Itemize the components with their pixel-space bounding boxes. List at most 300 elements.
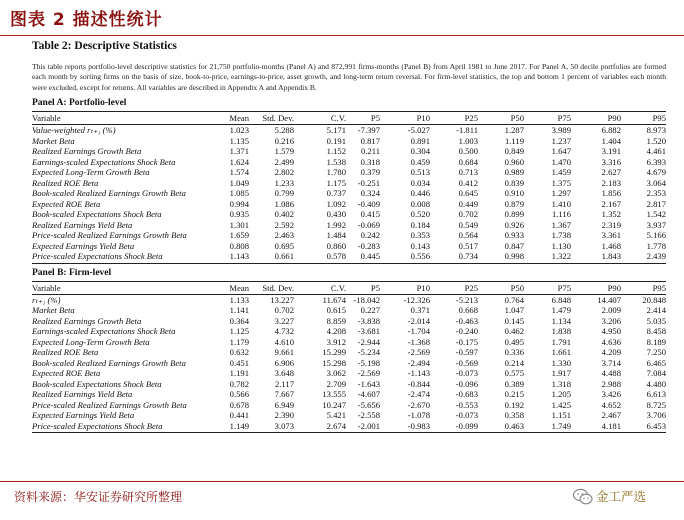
cell-p75: 1.917 xyxy=(551,368,571,378)
cell-std-dev: 4.732 xyxy=(274,326,294,336)
cell-p95: 3.706 xyxy=(646,410,666,420)
table-row xyxy=(32,295,666,306)
cell-p95: 8.973 xyxy=(646,125,666,135)
cell-p75: 1.661 xyxy=(551,347,571,357)
header-p75: P75 xyxy=(557,282,571,293)
cell-std-dev: 4.610 xyxy=(274,336,294,347)
cell-cv: 1.152 xyxy=(326,146,346,156)
cell-p50: 0.910 xyxy=(504,188,524,198)
cell-p25: -1.811 xyxy=(456,125,478,135)
cell-p25: 1.003 xyxy=(458,135,478,146)
cell-p10: -2.474 xyxy=(407,389,430,399)
header-p25: P25 xyxy=(464,282,478,293)
header-p50: P50 xyxy=(510,113,524,123)
cell-mean: 1.371 xyxy=(229,146,249,156)
cell-cv: 0.578 xyxy=(326,251,346,261)
cell-mean: 0.782 xyxy=(229,378,249,389)
cell-p90: 4.488 xyxy=(601,368,621,378)
cell-p5: -4.607 xyxy=(357,389,380,399)
cell-variable: rₜ₊₁ (%) xyxy=(32,294,61,305)
cell-p10: 0.520 xyxy=(410,209,430,219)
cell-mean: 1.133 xyxy=(229,294,249,305)
cell-p10: 0.556 xyxy=(410,251,430,261)
cell-variable: Price-scaled Realized Earnings Growth Beta xyxy=(32,399,187,410)
table-row xyxy=(32,251,666,262)
cell-p50: 0.764 xyxy=(504,294,524,305)
cell-mean: 1.659 xyxy=(229,230,249,240)
cell-p90: 4.636 xyxy=(601,336,621,347)
cell-cv: 11.674 xyxy=(322,294,346,305)
cell-p75: 6.848 xyxy=(551,294,571,305)
table-row xyxy=(32,305,666,316)
cell-p95: 8.458 xyxy=(646,326,666,336)
cell-variable: Realized Earnings Growth Beta xyxy=(32,315,142,326)
cell-mean: 1.141 xyxy=(229,305,249,315)
cell-p95: 6.613 xyxy=(646,389,666,399)
cell-p5: -2.001 xyxy=(357,420,380,431)
cell-mean: 1.574 xyxy=(229,167,249,177)
cell-p75: 1.130 xyxy=(551,240,571,251)
header-variable: Variable xyxy=(32,113,61,123)
footer-divider xyxy=(0,481,684,482)
cell-variable: Expected ROE Beta xyxy=(32,198,101,209)
cell-variable: Expected Long-Term Growth Beta xyxy=(32,336,150,347)
cell-p75: 1.838 xyxy=(551,326,571,336)
cell-p75: 3.989 xyxy=(551,125,571,135)
cell-p5: -18.042 xyxy=(353,294,380,305)
cell-cv: 3.912 xyxy=(326,336,346,347)
cell-p75: 1.318 xyxy=(551,378,571,389)
cell-p25: -0.553 xyxy=(455,399,478,410)
cell-p50: 0.849 xyxy=(504,146,524,156)
cell-p95: 7.250 xyxy=(646,347,666,357)
cell-cv: 1.780 xyxy=(326,167,346,177)
table-row xyxy=(32,337,666,348)
cell-p25: -0.096 xyxy=(455,378,478,389)
header-mean: Mean xyxy=(229,113,249,123)
cell-p25: 0.684 xyxy=(458,156,478,167)
cell-p95: 5.035 xyxy=(646,315,666,326)
cell-mean: 1.179 xyxy=(229,336,249,347)
cell-p10: 0.184 xyxy=(410,219,430,230)
cell-p25: -0.073 xyxy=(455,368,478,378)
watermark-text: 金工严选 xyxy=(596,489,647,504)
cell-p75: 1.151 xyxy=(551,410,571,420)
cell-std-dev: 1.233 xyxy=(274,177,294,188)
cell-mean: 1.023 xyxy=(229,125,249,135)
cell-p90: 2.988 xyxy=(601,378,621,389)
cell-p90: 3.714 xyxy=(601,357,621,368)
cell-p10: 0.459 xyxy=(410,156,430,167)
cell-p50: 1.287 xyxy=(504,125,524,135)
cell-mean: 0.994 xyxy=(229,198,249,209)
table-row xyxy=(32,389,666,400)
cell-p90: 4.950 xyxy=(601,326,621,336)
table-row xyxy=(32,347,666,358)
cell-p75: 1.791 xyxy=(551,336,571,347)
cell-cv: 0.737 xyxy=(326,188,346,198)
cell-std-dev: 2.117 xyxy=(274,378,294,389)
cell-p25: 0.645 xyxy=(458,188,478,198)
cell-variable: Market Beta xyxy=(32,305,75,315)
cell-p5: 0.415 xyxy=(360,209,380,219)
table-row xyxy=(32,241,666,252)
cell-p50: 0.145 xyxy=(504,315,524,326)
cell-p10: -5.027 xyxy=(407,125,430,135)
cell-p10: 0.034 xyxy=(410,177,430,188)
cell-p5: -0.069 xyxy=(357,219,380,230)
panel-top-rule xyxy=(32,111,666,112)
cell-cv: 1.992 xyxy=(326,219,346,230)
header-p25: P25 xyxy=(464,113,478,123)
cell-p75: 1.647 xyxy=(551,146,571,156)
cell-p75: 1.749 xyxy=(551,420,571,431)
table-row xyxy=(32,125,666,136)
panel-bottom-rule xyxy=(32,432,666,433)
cell-p25: 0.734 xyxy=(458,251,478,261)
cell-p90: 2.319 xyxy=(601,219,621,230)
cell-variable: Realized Earnings Yield Beta xyxy=(32,389,133,399)
cell-p90: 1.352 xyxy=(601,209,621,219)
cell-p25: -0.683 xyxy=(455,389,478,399)
cell-cv: 0.860 xyxy=(326,240,346,251)
cell-p5: -5.234 xyxy=(357,347,380,357)
cell-p10: -2.569 xyxy=(407,347,430,357)
cell-p90: 2.183 xyxy=(601,177,621,188)
table-row xyxy=(32,421,666,432)
cell-p10: -1.078 xyxy=(407,410,430,420)
header-p50: P50 xyxy=(510,282,524,293)
cell-std-dev: 13.227 xyxy=(270,294,294,305)
header-mean: Mean xyxy=(229,282,249,293)
cell-cv: 5.421 xyxy=(326,410,346,420)
cell-p95: 8.725 xyxy=(646,399,666,410)
cell-p75: 1.322 xyxy=(551,251,571,261)
cell-p25: 0.500 xyxy=(458,146,478,156)
table-row xyxy=(32,220,666,231)
cell-p5: -3.681 xyxy=(357,326,380,336)
cell-p10: -0.844 xyxy=(407,378,430,389)
cell-p10: 0.891 xyxy=(410,135,430,146)
cell-p90: 1.404 xyxy=(601,135,621,146)
cell-mean: 0.632 xyxy=(229,347,249,357)
cell-p50: 0.839 xyxy=(504,177,524,188)
cell-mean: 1.149 xyxy=(229,420,249,431)
cell-mean: 1.191 xyxy=(229,368,249,378)
cell-p95: 1.520 xyxy=(646,135,666,146)
cell-p10: 0.008 xyxy=(410,198,430,209)
cell-p25: 0.517 xyxy=(458,240,478,251)
cell-cv: 0.615 xyxy=(326,305,346,315)
cell-p50: 1.119 xyxy=(504,135,524,146)
cell-cv: 10.247 xyxy=(322,399,346,410)
cell-p90: 3.191 xyxy=(601,146,621,156)
cell-variable: Realized Earnings Growth Beta xyxy=(32,146,142,156)
cell-p50: 0.989 xyxy=(504,167,524,177)
cell-p50: 1.047 xyxy=(504,305,524,315)
cell-std-dev: 0.695 xyxy=(274,240,294,251)
cell-p5: 0.242 xyxy=(360,230,380,240)
header-std-dev: Std. Dev. xyxy=(262,113,294,123)
cell-std-dev: 2.592 xyxy=(274,219,294,230)
cell-p95: 2.414 xyxy=(646,305,666,315)
cell-p25: -0.463 xyxy=(455,315,478,326)
cell-mean: 1.624 xyxy=(229,156,249,167)
cell-p50: 0.899 xyxy=(504,209,524,219)
cell-variable: Price-scaled Realized Earnings Growth Beta xyxy=(32,230,187,240)
cell-p50: 0.336 xyxy=(504,347,524,357)
cell-std-dev: 3.227 xyxy=(274,315,294,326)
cell-std-dev: 0.216 xyxy=(274,135,294,146)
table-row xyxy=(32,379,666,390)
cell-std-dev: 1.579 xyxy=(274,146,294,156)
cell-cv: 3.062 xyxy=(326,368,346,378)
cell-p90: 14.407 xyxy=(597,294,621,305)
panel-label: Panel A: Portfolio-level xyxy=(32,98,127,108)
cell-p95: 3.064 xyxy=(646,177,666,188)
cell-p5: 0.324 xyxy=(360,188,380,198)
cell-p95: 4.679 xyxy=(646,167,666,177)
table-row xyxy=(32,400,666,411)
cell-mean: 1.301 xyxy=(229,219,249,230)
cell-p90: 2.627 xyxy=(601,167,621,177)
cell-p10: 0.371 xyxy=(410,305,430,315)
panel-top-rule xyxy=(32,281,666,282)
header-cv: C.V. xyxy=(330,282,346,293)
cell-p75: 1.459 xyxy=(551,167,571,177)
cell-p10: 0.304 xyxy=(410,146,430,156)
header-p5: P5 xyxy=(370,282,380,293)
cell-p75: 1.738 xyxy=(551,230,571,240)
cell-std-dev: 2.390 xyxy=(274,410,294,420)
cell-p95: 1.778 xyxy=(646,240,666,251)
cell-p10: 0.143 xyxy=(410,240,430,251)
cell-p25: -0.240 xyxy=(455,326,478,336)
cell-std-dev: 0.799 xyxy=(274,188,294,198)
cell-p5: -0.251 xyxy=(357,177,380,188)
cell-p25: 0.702 xyxy=(458,209,478,219)
cell-p90: 2.009 xyxy=(601,305,621,315)
table-row xyxy=(32,157,666,168)
cell-p10: -0.983 xyxy=(407,420,430,431)
cell-mean: 1.135 xyxy=(229,135,249,146)
cell-p90: 6.882 xyxy=(601,125,621,135)
cell-variable: Book-scaled Expectations Shock Beta xyxy=(32,378,162,389)
cell-p50: 0.463 xyxy=(504,420,524,431)
cell-cv: 1.175 xyxy=(326,177,346,188)
cell-p50: 0.214 xyxy=(504,357,524,368)
table-row xyxy=(32,178,666,189)
cell-p10: -1.704 xyxy=(407,326,430,336)
table-description: This table reports portfolio-level descriptive statistics for 21,750 portfolio-months (Panel A) and 872,991 firms-months (Panel B) from April 1981 to June 2017. For Panel A, 50 decile portfolios are formed each month by sorting firms on the basis of size, book-to-price, earnings-to-price, asset growth, and long-term return reversal. For firm-level statistics, the top and bottom 1 percent of variables each month were excluded, except for returns. All variables are described in Appendix A and Appendix B. xyxy=(32,62,666,92)
cell-variable: Book-scaled Expectations Shock Beta xyxy=(32,209,162,219)
cell-p50: 0.998 xyxy=(504,251,524,261)
cell-variable: Book-scaled Realized Earnings Growth Beta xyxy=(32,188,186,198)
header-p90: P90 xyxy=(607,282,621,293)
cell-p50: 0.192 xyxy=(504,399,524,410)
cell-cv: 0.430 xyxy=(326,209,346,219)
cell-p50: 0.847 xyxy=(504,240,524,251)
cell-p90: 4.652 xyxy=(601,399,621,410)
table-row xyxy=(32,368,666,379)
cell-mean: 0.566 xyxy=(229,389,249,399)
cell-std-dev: 3.073 xyxy=(274,420,294,431)
cell-mean: 0.678 xyxy=(229,399,249,410)
header-p5: P5 xyxy=(370,113,380,123)
cell-p75: 1.375 xyxy=(551,177,571,188)
header-p90: P90 xyxy=(607,113,621,123)
cell-p5: -5.656 xyxy=(357,399,380,410)
table-row xyxy=(32,167,666,178)
cell-variable: Price-scaled Expectations Shock Beta xyxy=(32,420,163,431)
cell-p25: -0.175 xyxy=(455,336,478,347)
header-row xyxy=(32,113,666,124)
cell-std-dev: 6.906 xyxy=(274,357,294,368)
cell-std-dev: 3.648 xyxy=(274,368,294,378)
cell-variable: Value-weighted rₜ₊₁ (%) xyxy=(32,125,116,135)
cell-p10: -2.014 xyxy=(407,315,430,326)
cell-variable: Price-scaled Expectations Shock Beta xyxy=(32,251,163,261)
cell-variable: Realized ROE Beta xyxy=(32,177,99,188)
panel-bottom-rule xyxy=(32,263,666,264)
cell-p5: 0.227 xyxy=(360,305,380,315)
cell-p10: -12.326 xyxy=(403,294,430,305)
cell-p75: 1.297 xyxy=(551,188,571,198)
cell-p90: 2.467 xyxy=(601,410,621,420)
cell-p95: 6.453 xyxy=(646,420,666,431)
cell-p95: 2.353 xyxy=(646,188,666,198)
cell-p50: 0.215 xyxy=(504,389,524,399)
cell-p95: 4.461 xyxy=(646,146,666,156)
cell-mean: 0.364 xyxy=(229,315,249,326)
cell-p5: -2.944 xyxy=(357,336,380,347)
cell-p75: 1.479 xyxy=(551,305,571,315)
cell-p90: 2.167 xyxy=(601,198,621,209)
cell-p50: 0.926 xyxy=(504,219,524,230)
wechat-icon xyxy=(572,487,594,507)
cell-p5: 0.211 xyxy=(360,146,380,156)
cell-cv: 1.092 xyxy=(326,198,346,209)
cell-p75: 1.205 xyxy=(551,389,571,399)
header-row xyxy=(32,283,666,294)
header-cv: C.V. xyxy=(330,113,346,123)
cell-p50: 0.575 xyxy=(504,368,524,378)
cell-p75: 1.425 xyxy=(551,399,571,410)
cell-mean: 1.143 xyxy=(229,251,249,261)
cell-p95: 6.393 xyxy=(646,156,666,167)
cell-p90: 3.426 xyxy=(601,389,621,399)
cell-p5: -2.569 xyxy=(357,368,380,378)
cell-std-dev: 0.402 xyxy=(274,209,294,219)
cell-p25: 0.549 xyxy=(458,219,478,230)
cell-p90: 3.316 xyxy=(601,156,621,167)
cell-p95: 2.439 xyxy=(646,251,666,261)
cell-variable: Realized Earnings Yield Beta xyxy=(32,219,133,230)
cell-p25: 0.449 xyxy=(458,198,478,209)
cell-cv: 1.484 xyxy=(326,230,346,240)
cell-cv: 1.538 xyxy=(326,156,346,167)
cell-cv: 15.299 xyxy=(322,347,346,357)
table-row xyxy=(32,326,666,337)
cell-variable: Book-scaled Realized Earnings Growth Beta xyxy=(32,357,186,368)
cell-p75: 1.470 xyxy=(551,156,571,167)
cell-p5: -3.838 xyxy=(357,315,380,326)
cell-cv: 5.171 xyxy=(326,125,346,135)
cell-p50: 0.462 xyxy=(504,326,524,336)
cell-p5: 0.379 xyxy=(360,167,380,177)
cell-p90: 1.468 xyxy=(601,240,621,251)
cell-p75: 1.410 xyxy=(551,198,571,209)
header-p75: P75 xyxy=(557,113,571,123)
table-row xyxy=(32,188,666,199)
cell-variable: Expected Long-Term Growth Beta xyxy=(32,167,150,177)
cell-p5: -5.198 xyxy=(357,357,380,368)
cell-p75: 1.116 xyxy=(551,209,571,219)
cell-p5: 0.445 xyxy=(360,251,380,261)
cell-p95: 2.817 xyxy=(646,198,666,209)
cell-p25: -0.569 xyxy=(455,357,478,368)
cell-cv: 4.208 xyxy=(326,326,346,336)
table-row xyxy=(32,199,666,210)
cell-p50: 0.358 xyxy=(504,410,524,420)
cell-p25: -0.597 xyxy=(455,347,478,357)
cell-mean: 1.049 xyxy=(229,177,249,188)
cell-mean: 1.125 xyxy=(229,326,249,336)
cell-cv: 2.709 xyxy=(326,378,346,389)
cell-p95: 4.480 xyxy=(646,378,666,389)
cell-p50: 0.879 xyxy=(504,198,524,209)
cell-variable: Market Beta xyxy=(32,135,75,146)
cell-p25: 0.564 xyxy=(458,230,478,240)
cell-p95: 5.166 xyxy=(646,230,666,240)
cell-p5: -0.283 xyxy=(357,240,380,251)
table-row xyxy=(32,230,666,241)
cell-variable: Earnings-scaled Expectations Shock Beta xyxy=(32,326,176,336)
header-std-dev: Std. Dev. xyxy=(262,282,294,293)
cell-p10: -1.368 xyxy=(407,336,430,347)
cell-std-dev: 2.802 xyxy=(274,167,294,177)
header-p10: P10 xyxy=(416,282,430,293)
cell-p95: 1.542 xyxy=(646,209,666,219)
cell-p5: 0.318 xyxy=(360,156,380,167)
cell-p25: 0.713 xyxy=(458,167,478,177)
cell-std-dev: 2.463 xyxy=(274,230,294,240)
cell-p95: 6.465 xyxy=(646,357,666,368)
header-p95: P95 xyxy=(652,282,666,293)
table-row xyxy=(32,410,666,421)
cell-p25: 0.412 xyxy=(458,177,478,188)
figure-header xyxy=(0,0,684,36)
cell-std-dev: 0.661 xyxy=(274,251,294,261)
header-variable: Variable xyxy=(32,282,61,293)
cell-p50: 0.495 xyxy=(504,336,524,347)
table-row xyxy=(32,316,666,327)
cell-p75: 1.367 xyxy=(551,219,571,230)
cell-p25: 0.668 xyxy=(458,305,478,315)
cell-p90: 1.856 xyxy=(601,188,621,198)
cell-p5: -2.558 xyxy=(357,410,380,420)
cell-p75: 1.134 xyxy=(551,315,571,326)
cell-p95: 7.084 xyxy=(646,368,666,378)
cell-p90: 4.209 xyxy=(601,347,621,357)
cell-p75: 1.330 xyxy=(551,357,571,368)
cell-cv: 0.191 xyxy=(326,135,346,146)
cell-variable: Realized ROE Beta xyxy=(32,347,99,357)
cell-cv: 15.298 xyxy=(322,357,346,368)
table-row xyxy=(32,136,666,147)
cell-mean: 0.441 xyxy=(229,410,249,420)
cell-p50: 0.389 xyxy=(504,378,524,389)
